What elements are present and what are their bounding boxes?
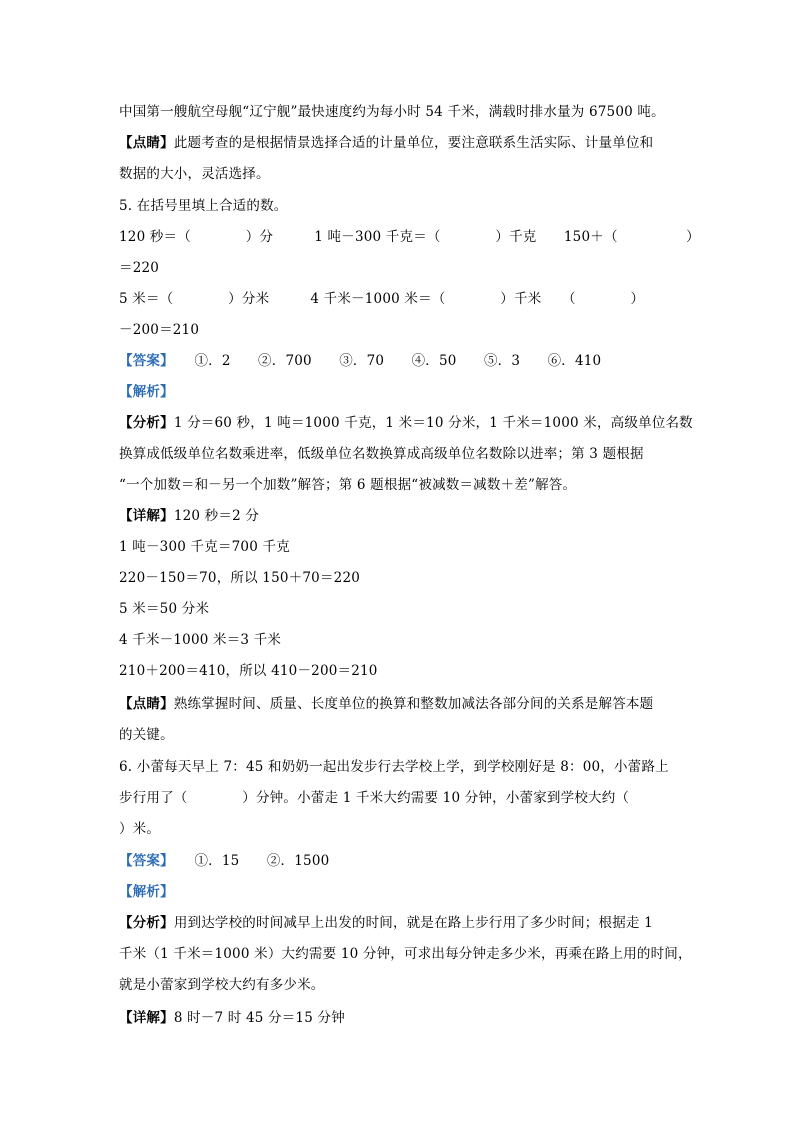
q5-fenxi-line-2: 换算成低级单位名数乘进率，低级单位名数换算成高级单位名数除以进率；第 3 题根据 xyxy=(119,446,644,462)
q5-xiangjie-line-3: 220－150＝70，所以 150＋70＝220 xyxy=(119,570,361,586)
q5-xiangjie-line-2: 1 吨－300 千克＝700 千克 xyxy=(119,539,290,555)
jiexi-tag: 【解析】 xyxy=(119,884,174,900)
q5-jiexi-line xyxy=(119,382,174,402)
dianjing-tag: 【点睛】 xyxy=(119,696,174,712)
q6-title-line-1: 6. 小蕾每天早上 7：45 和奶奶一起出发步行去学校上学，到学校刚好是 8：00，小蕾路上 xyxy=(119,759,669,775)
q5-xiangjie-line-5: 4 千米－1000 米＝3 千米 xyxy=(119,632,282,648)
q6-answer-line xyxy=(119,851,329,871)
q5-fenxi-line-3: “一个加数＝和－另一个加数”解答；第 6 题根据“被减数＝减数＋差”解答。 xyxy=(119,477,577,493)
answer-text: ①．15 ②．1500 xyxy=(194,853,330,869)
xiangjie-tag: 【详解】 xyxy=(119,508,174,524)
answer-text: ①．2 ②．700 ③．70 ④．50 ⑤．3 ⑥．410 xyxy=(194,353,602,369)
q5-fenxi-line-1: 【分析】1 分＝60 秒，1 吨＝1000 千克，1 米＝10 分米，1 千米＝1000 米，高级单位名数 xyxy=(119,415,693,431)
fenxi-tag: 【分析】 xyxy=(119,915,174,931)
answer-tag: 【答案】 xyxy=(119,853,168,869)
q6-title-line-3: ）米。 xyxy=(119,821,161,837)
q6-xiangjie-line-1: 【详解】8 时－7 时 45 分＝15 分钟 xyxy=(119,1010,345,1026)
q5-xiangjie-line-4: 5 米＝50 分米 xyxy=(119,601,210,617)
fenxi-tag: 【分析】 xyxy=(119,415,174,431)
q6-title-line-2: 步行用了（ ）分钟。小蕾走 1 千米大约需要 10 分钟，小蕾家到学校大约（ xyxy=(119,790,630,806)
xiangjie-tag: 【详解】 xyxy=(119,1010,174,1026)
q5-xiangjie-line-1: 【详解】120 秒＝2 分 xyxy=(119,508,260,524)
q5-row-1: 120 秒＝（ ）分 1 吨－300 千克＝（ ）千克 150＋（ ） xyxy=(119,229,700,245)
answer-tag: 【答案】 xyxy=(119,353,168,369)
q4-dianjing-line-2: 数据的大小，灵活选择。 xyxy=(119,166,270,182)
q6-fenxi-line-1: 【分析】用到达学校的时间减早上出发的时间，就是在路上步行用了多少时间；根据走 1 xyxy=(119,915,653,931)
q5-row-2: 5 米＝（ ）分米 4 千米－1000 米＝（ ）千米 （ ） xyxy=(119,291,645,307)
q5-dianjing-line-1: 【点睛】熟练掌握时间、质量、长度单位的换算和整数加减法各部分间的关系是解答本题 xyxy=(119,696,654,712)
q6-fenxi-line-2: 千米（1 千米＝1000 米）大约需要 10 分钟，可求出每分钟走多少米，再乘在路上用的时间， xyxy=(119,946,692,962)
q6-jiexi-line xyxy=(119,882,174,902)
q5-title: 5. 在括号里填上合适的数。 xyxy=(119,198,288,214)
q5-answer-line xyxy=(119,351,601,371)
q6-fenxi-line-3: 就是小蕾家到学校大约有多少米。 xyxy=(119,977,325,993)
q5-row-2-cont: －200＝210 xyxy=(119,322,200,338)
q4-tail-line: 中国第一艘航空母舰“辽宁舰”最快速度约为每小时 54 千米，满载时排水量为 67500 吨。 xyxy=(119,104,665,120)
q4-dianjing-line-1: 【点睛】此题考查的是根据情景选择合适的计量单位，要注意联系生活实际、计量单位和 xyxy=(119,135,654,151)
jiexi-tag: 【解析】 xyxy=(119,384,174,400)
dianjing-tag: 【点睛】 xyxy=(119,135,174,151)
q5-row-1-cont: ＝220 xyxy=(119,260,160,276)
q5-dianjing-line-2: 的关键。 xyxy=(119,727,174,743)
q5-xiangjie-line-6: 210＋200＝410，所以 410－200＝210 xyxy=(119,663,378,679)
